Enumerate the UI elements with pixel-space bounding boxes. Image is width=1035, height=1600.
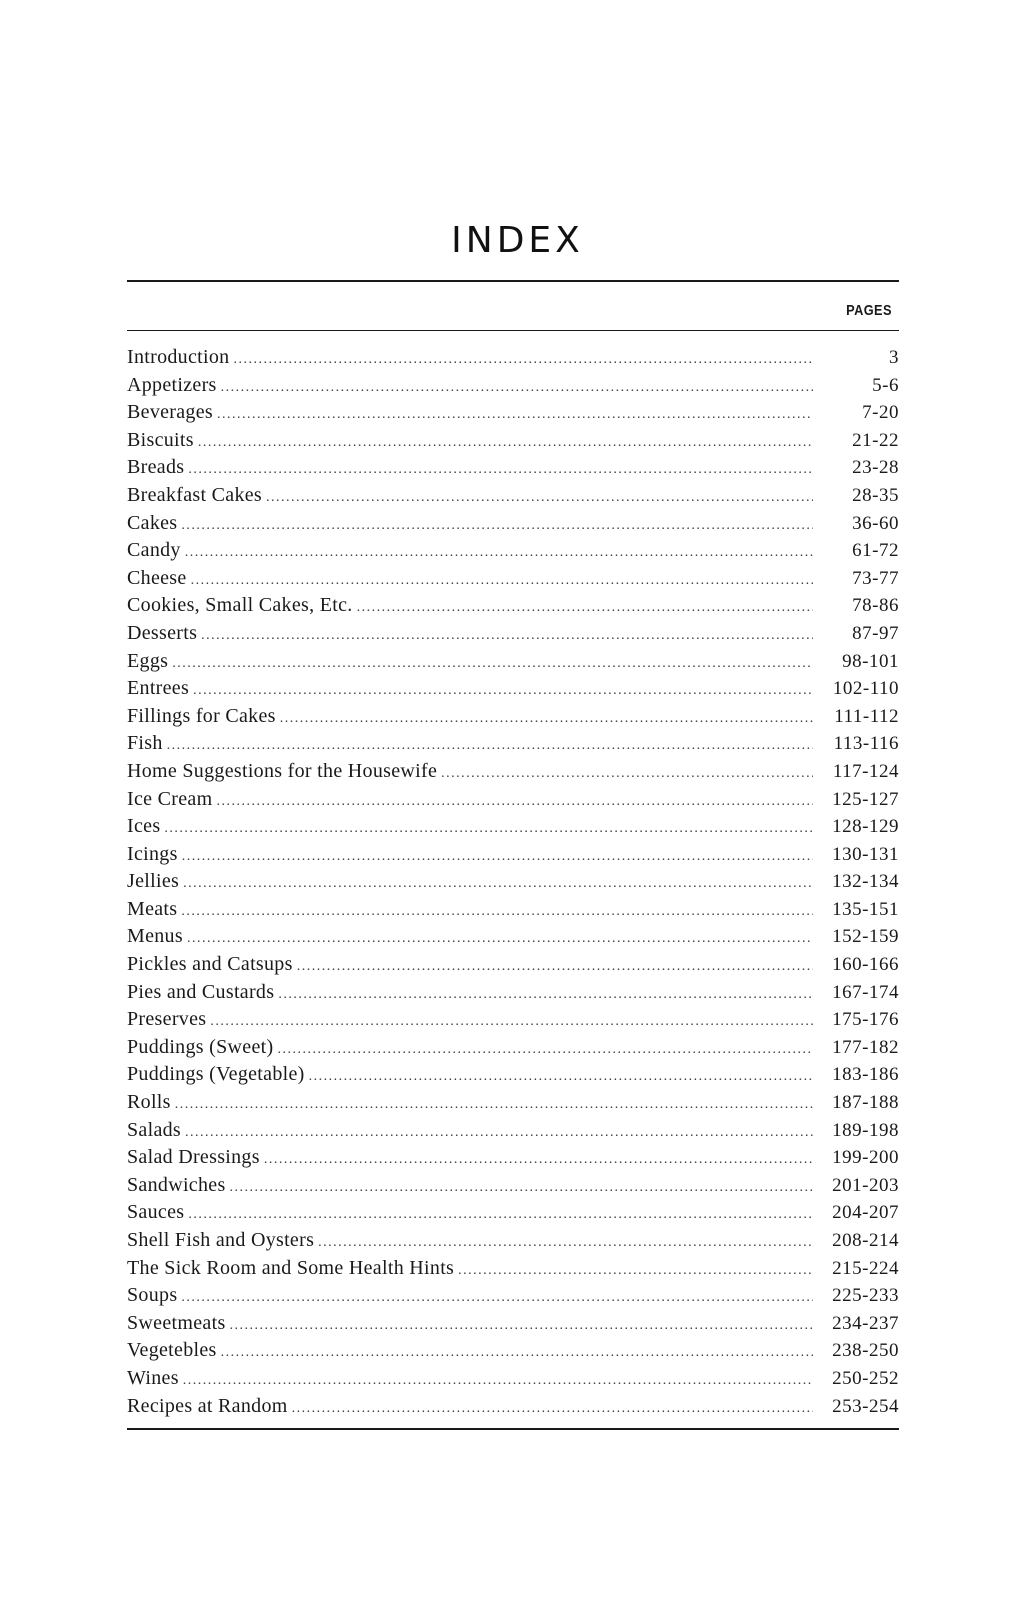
index-entry bbox=[127, 1063, 899, 1091]
dot-leader bbox=[175, 1097, 813, 1113]
entry-label: Preserves bbox=[127, 1008, 207, 1031]
dot-leader bbox=[221, 1345, 813, 1361]
dot-leader bbox=[297, 959, 813, 975]
index-entry bbox=[127, 788, 899, 816]
entry-label: Fish bbox=[127, 732, 163, 755]
index-entry bbox=[127, 374, 899, 402]
entry-label: Vegetebles bbox=[127, 1339, 217, 1362]
index-entry bbox=[127, 1257, 899, 1285]
dot-leader bbox=[458, 1263, 813, 1279]
index-entry bbox=[127, 622, 899, 650]
dot-leader bbox=[309, 1069, 813, 1085]
index-entry bbox=[127, 705, 899, 733]
entry-pages: 204-207 bbox=[832, 1202, 899, 1224]
entry-pages: 61-72 bbox=[852, 540, 899, 562]
entry-pages: 175-176 bbox=[832, 1009, 899, 1031]
index-entry bbox=[127, 815, 899, 843]
entry-label: Breads bbox=[127, 456, 185, 479]
entry-pages: 128-129 bbox=[832, 816, 899, 838]
dot-leader bbox=[221, 380, 813, 396]
dot-leader bbox=[183, 1373, 813, 1389]
entry-pages: 113-116 bbox=[833, 733, 899, 755]
index-entry bbox=[127, 594, 899, 622]
dot-leader bbox=[181, 518, 813, 534]
entry-pages: 21-22 bbox=[852, 429, 899, 451]
entry-label: The Sick Room and Some Health Hints bbox=[127, 1256, 455, 1279]
entry-pages: 135-151 bbox=[832, 898, 899, 920]
dot-leader bbox=[191, 573, 813, 589]
entry-pages: 215-224 bbox=[832, 1257, 899, 1279]
dot-leader bbox=[185, 545, 813, 561]
dot-leader bbox=[216, 794, 813, 810]
dot-leader bbox=[277, 1042, 813, 1058]
index-entry bbox=[127, 539, 899, 567]
dot-leader bbox=[167, 738, 813, 754]
entry-pages: 253-254 bbox=[832, 1395, 899, 1417]
entry-pages: 201-203 bbox=[832, 1174, 899, 1196]
index-entry bbox=[127, 456, 899, 484]
dot-leader bbox=[188, 1207, 813, 1223]
index-entry bbox=[127, 1008, 899, 1036]
entry-pages: 87-97 bbox=[852, 622, 899, 644]
bottom-rule bbox=[127, 1428, 899, 1430]
entry-pages: 187-188 bbox=[832, 1092, 899, 1114]
index-entry bbox=[127, 953, 899, 981]
entry-label: Entrees bbox=[127, 677, 190, 700]
entry-label: Icings bbox=[127, 842, 178, 865]
index-entry bbox=[127, 677, 899, 705]
entry-label: Puddings (Sweet) bbox=[127, 1035, 274, 1058]
entry-label: Menus bbox=[127, 925, 183, 948]
entry-label: Sweetmeats bbox=[127, 1311, 226, 1334]
entry-label: Candy bbox=[127, 539, 181, 562]
pages-column-header: PAGES bbox=[846, 302, 892, 319]
entry-pages: 5-6 bbox=[872, 374, 899, 396]
entry-pages: 189-198 bbox=[832, 1119, 899, 1141]
entry-label: Salad Dressings bbox=[127, 1146, 260, 1169]
entry-label: Meats bbox=[127, 897, 178, 920]
dot-leader bbox=[278, 987, 813, 1003]
dot-leader bbox=[185, 1125, 813, 1141]
index-entry bbox=[127, 870, 899, 898]
entry-pages: 238-250 bbox=[832, 1340, 899, 1362]
entry-label: Ices bbox=[127, 815, 161, 838]
dot-leader bbox=[318, 1235, 813, 1251]
entry-label: Eggs bbox=[127, 649, 169, 672]
entry-pages: 78-86 bbox=[852, 595, 899, 617]
entry-label: Pies and Custards bbox=[127, 980, 275, 1003]
entry-label: Introduction bbox=[127, 346, 230, 368]
entry-pages: 28-35 bbox=[852, 484, 899, 506]
dot-leader bbox=[193, 683, 813, 699]
dot-leader bbox=[210, 1014, 813, 1030]
index-entry bbox=[127, 1091, 899, 1119]
entry-pages: 225-233 bbox=[832, 1285, 899, 1307]
index-entry bbox=[127, 429, 899, 457]
dot-leader bbox=[181, 1290, 813, 1306]
dot-leader bbox=[266, 490, 813, 506]
top-rule bbox=[127, 280, 899, 282]
dot-leader bbox=[183, 876, 813, 892]
index-entry bbox=[127, 512, 899, 540]
entry-pages: 125-127 bbox=[832, 788, 899, 810]
index-entry bbox=[127, 898, 899, 926]
index-entry bbox=[127, 567, 899, 595]
header-rule bbox=[127, 330, 899, 331]
entry-pages: 73-77 bbox=[852, 567, 899, 589]
index-entry bbox=[127, 1201, 899, 1229]
index-entry bbox=[127, 1174, 899, 1202]
entry-pages: 102-110 bbox=[832, 678, 899, 700]
dot-leader bbox=[292, 1401, 813, 1417]
dot-leader bbox=[164, 821, 813, 837]
entry-pages: 117-124 bbox=[832, 760, 899, 782]
index-entry bbox=[127, 1146, 899, 1174]
dot-leader bbox=[201, 628, 813, 644]
index-entry bbox=[127, 650, 899, 678]
index-entry bbox=[127, 760, 899, 788]
index-list bbox=[127, 346, 899, 1422]
entry-label: Breakfast Cakes bbox=[127, 483, 263, 506]
entry-label: Cakes bbox=[127, 511, 178, 534]
entry-pages: 167-174 bbox=[832, 981, 899, 1003]
entry-pages: 36-60 bbox=[852, 512, 899, 534]
entry-label: Recipes at Random bbox=[127, 1394, 288, 1417]
entry-label: Rolls bbox=[127, 1091, 171, 1114]
entry-label: Desserts bbox=[127, 621, 198, 644]
entry-pages: 7-20 bbox=[862, 402, 899, 424]
entry-pages: 111-112 bbox=[834, 705, 899, 727]
dot-leader bbox=[230, 1180, 813, 1196]
entry-label: Cheese bbox=[127, 566, 187, 589]
index-entry bbox=[127, 1367, 899, 1395]
index-entry bbox=[127, 1339, 899, 1367]
dot-leader bbox=[357, 600, 813, 616]
entry-pages: 208-214 bbox=[832, 1230, 899, 1251]
entry-label: Beverages bbox=[127, 401, 213, 424]
index-entry bbox=[127, 732, 899, 760]
index-entry bbox=[127, 1284, 899, 1312]
entry-pages: 160-166 bbox=[832, 954, 899, 976]
dot-leader bbox=[233, 352, 813, 368]
dot-leader bbox=[280, 711, 813, 727]
dot-leader bbox=[187, 931, 813, 947]
entry-label: Puddings (Vegetable) bbox=[127, 1063, 305, 1086]
entry-pages: 152-159 bbox=[832, 926, 899, 948]
entry-pages: 177-182 bbox=[832, 1036, 899, 1058]
dot-leader bbox=[182, 849, 813, 865]
entry-pages: 23-28 bbox=[852, 457, 899, 479]
entry-pages: 250-252 bbox=[832, 1367, 899, 1389]
entry-pages: 183-186 bbox=[832, 1064, 899, 1086]
index-entry bbox=[127, 843, 899, 871]
entry-label: Sandwiches bbox=[127, 1173, 226, 1196]
dot-leader bbox=[198, 435, 813, 451]
entry-label: Cookies, Small Cakes, Etc. bbox=[127, 594, 353, 617]
dot-leader bbox=[172, 656, 813, 672]
index-entry bbox=[127, 981, 899, 1009]
index-entry bbox=[127, 925, 899, 953]
entry-label: Pickles and Catsups bbox=[127, 953, 293, 976]
dot-leader bbox=[264, 1152, 813, 1168]
dot-leader bbox=[230, 1318, 813, 1334]
entry-label: Salads bbox=[127, 1118, 182, 1141]
entry-pages: 199-200 bbox=[832, 1147, 899, 1169]
entry-label: Fillings for Cakes bbox=[127, 704, 276, 727]
entry-label: Shell Fish and Oysters bbox=[127, 1229, 315, 1251]
dot-leader bbox=[441, 766, 813, 782]
index-entry bbox=[127, 401, 899, 429]
entry-label: Soups bbox=[127, 1284, 178, 1307]
index-entry bbox=[127, 1395, 899, 1423]
index-entry bbox=[127, 484, 899, 512]
index-entry bbox=[127, 1229, 899, 1257]
dot-leader bbox=[217, 407, 813, 423]
entry-label: Appetizers bbox=[127, 373, 217, 396]
entry-label: Jellies bbox=[127, 870, 180, 893]
dot-leader bbox=[181, 904, 813, 920]
entry-pages: 234-237 bbox=[832, 1312, 899, 1334]
index-entry bbox=[127, 1119, 899, 1147]
entry-label: Sauces bbox=[127, 1201, 185, 1224]
index-entry bbox=[127, 1312, 899, 1340]
entry-pages: 132-134 bbox=[832, 871, 899, 893]
index-entry bbox=[127, 346, 899, 374]
entry-label: Wines bbox=[127, 1366, 179, 1389]
entry-pages: 130-131 bbox=[832, 843, 899, 865]
page-title: INDEX bbox=[451, 220, 584, 262]
index-entry bbox=[127, 1036, 899, 1064]
entry-pages: 3 bbox=[889, 347, 899, 368]
entry-label: Biscuits bbox=[127, 428, 194, 451]
entry-pages: 98-101 bbox=[842, 650, 899, 672]
entry-label: Ice Cream bbox=[127, 787, 213, 810]
entry-label: Home Suggestions for the Housewife bbox=[127, 759, 438, 782]
dot-leader bbox=[188, 462, 813, 478]
